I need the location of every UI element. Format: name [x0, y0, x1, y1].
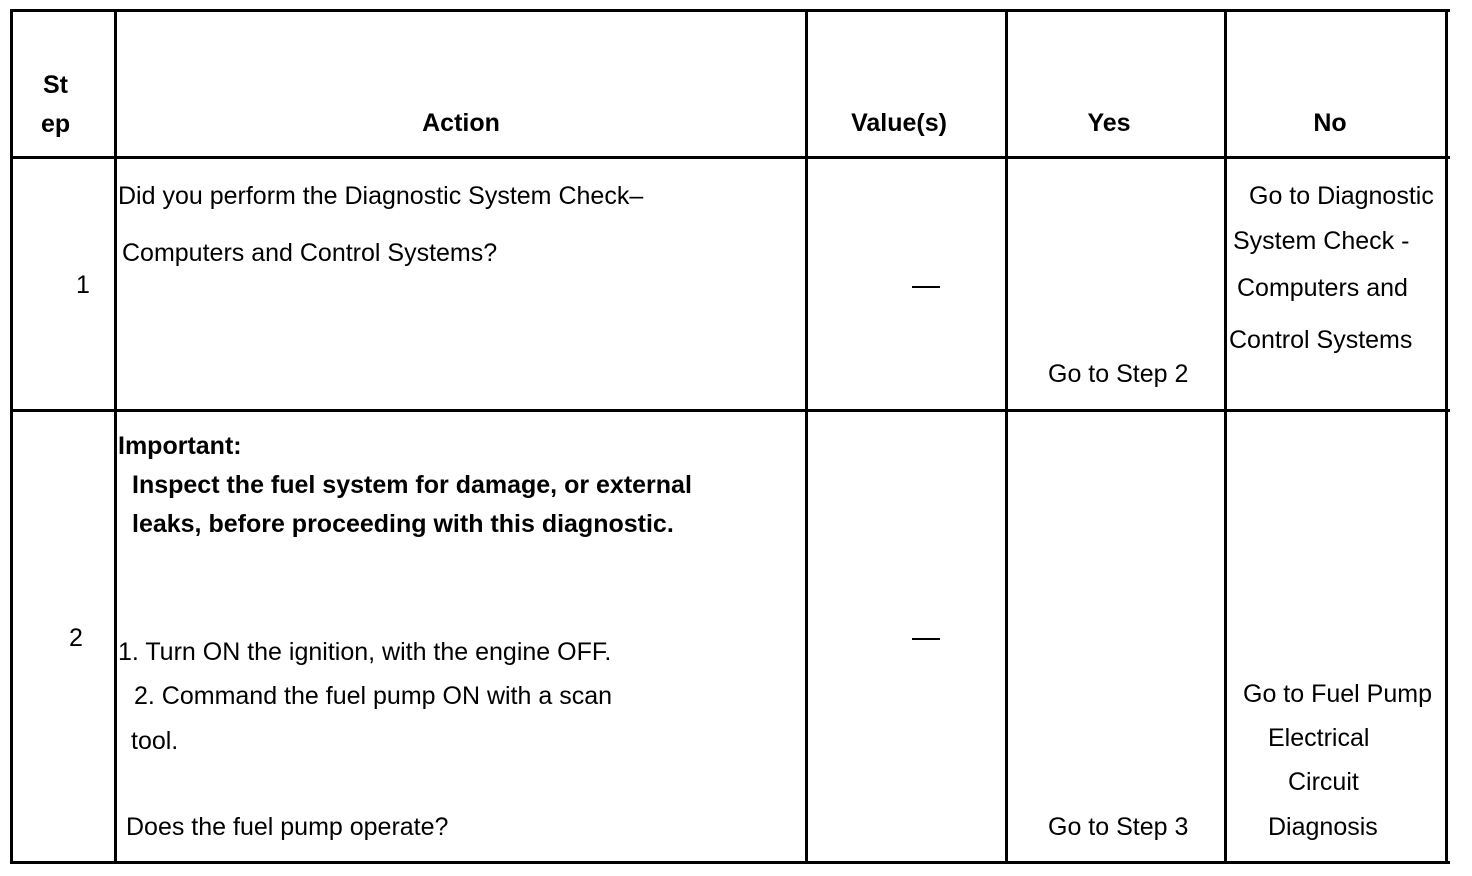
row1-no-line1: Go to Diagnostic — [1249, 182, 1434, 210]
row1-action-line2: Computers and Control Systems? — [122, 239, 498, 267]
row2-no-line3: Circuit — [1288, 768, 1359, 796]
row2-step-item2: 2. Command the fuel pump ON with a scan — [134, 682, 613, 710]
row2-step-item2-cont: tool. — [131, 727, 179, 755]
header-step-line2: ep — [41, 110, 71, 138]
header-action: Action — [422, 109, 500, 137]
col-divider-values-yes — [1005, 9, 1008, 864]
row1-bottom-border — [10, 409, 1450, 412]
row1-no-line3: Computers and — [1237, 274, 1408, 302]
row2-no-line4: Diagnosis — [1268, 813, 1378, 841]
row2-no-line1: Go to Fuel Pump — [1243, 680, 1432, 708]
row2-question: Does the fuel pump operate? — [126, 813, 449, 841]
header-bottom-border — [10, 156, 1450, 159]
row2-step-item1: 1. Turn ON the ignition, with the engine OFF. — [118, 638, 612, 666]
row2-step: 2 — [69, 624, 83, 652]
header-no: No — [1313, 109, 1347, 137]
row2-no-line2: Electrical — [1268, 724, 1370, 752]
table-bottom-border — [10, 861, 1450, 864]
table-right-border — [1445, 9, 1448, 864]
row1-action-line1: Did you perform the Diagnostic System Check– — [118, 182, 644, 210]
row1-yes: Go to Step 2 — [1048, 360, 1189, 388]
row2-yes: Go to Step 3 — [1048, 813, 1189, 841]
col-divider-step-action — [114, 9, 117, 864]
row1-value-dash — [912, 286, 940, 288]
col-divider-action-values — [805, 9, 808, 864]
row2-value-dash — [912, 638, 940, 640]
header-step-line1: St — [43, 71, 68, 99]
table-left-border — [10, 9, 13, 864]
header-values: Value(s) — [851, 109, 947, 137]
row1-step: 1 — [76, 271, 90, 299]
col-divider-yes-no — [1224, 9, 1227, 864]
row2-important-line2: leaks, before proceeding with this diagnostic. — [132, 510, 674, 538]
table-top-border — [10, 9, 1450, 12]
row2-important-line1: Inspect the fuel system for damage, or external — [132, 471, 692, 499]
header-yes: Yes — [1087, 109, 1131, 137]
row1-no-line2: System Check - — [1233, 227, 1410, 255]
row2-important-label: Important: — [118, 432, 242, 460]
row1-no-line4: Control Systems — [1229, 326, 1413, 354]
